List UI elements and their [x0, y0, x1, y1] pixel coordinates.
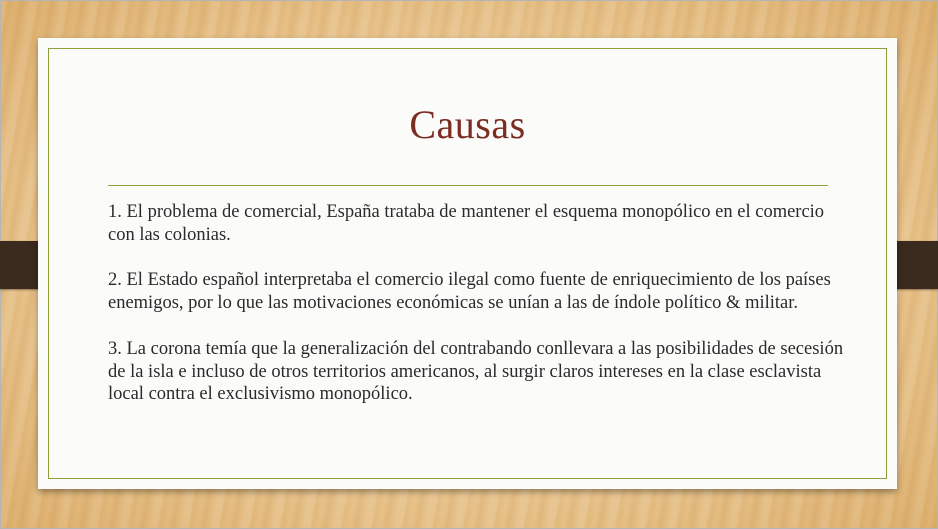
paragraph-1: 1. El problema de comercial, España trataba de mantener el esquema monopólico en el comercio con las colonias. — [108, 202, 825, 245]
slide-body[interactable] — [108, 201, 848, 429]
slide-title[interactable]: Causas — [409, 102, 526, 147]
slide-card — [38, 38, 897, 489]
title-divider — [108, 185, 828, 186]
paragraph-2: 2. El Estado español interpretaba el comercio ilegal como fuente de enriquecimiento de los países enemigos, por lo que las motivaciones económicas se unían a las de índole político & militar. — [108, 270, 831, 314]
paragraph-3: 3. La corona temía que la generalización del contrabando conllevara a las posibilidades de secesión de la isla e incluso de otros territorios americanos, al surgir claros intereses en la clase esclavista local contra el exclusivismo monopólico. — [108, 338, 844, 405]
